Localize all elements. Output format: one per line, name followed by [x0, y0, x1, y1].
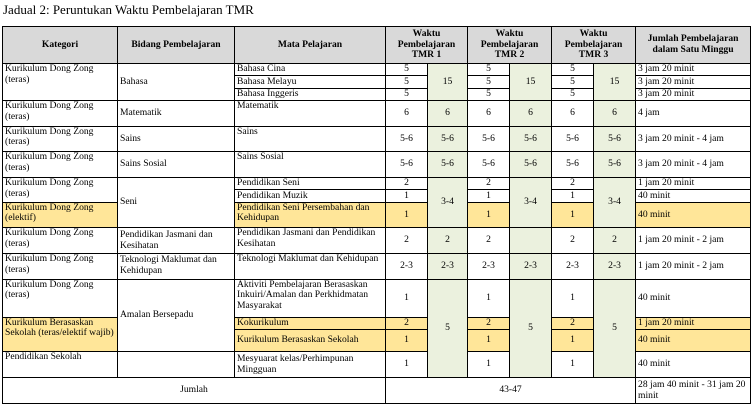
jumlah-cell: 1 jam 20 minit	[636, 317, 751, 329]
tmr3-value: 5-6	[552, 126, 594, 152]
mata-cell: Mesyuarat kelas/Perhimpunan Mingguan	[235, 352, 386, 378]
kategori-cell: Kurikulum Dong Zong (teras)	[3, 100, 118, 126]
tmr2-value: 6	[468, 100, 510, 126]
tmr3-value: 1	[552, 279, 594, 317]
table-row	[3, 202, 751, 228]
mata-cell: Kokurikulum	[235, 317, 386, 329]
kategori-cell: Kurikulum Dong Zong (teras)	[3, 279, 118, 317]
tmr2-value: 5-6	[468, 152, 510, 178]
tmr1-subtotal: 6	[428, 100, 468, 126]
kategori-cell: Pendidikan Sekolah	[3, 352, 118, 378]
time-allocation-table	[2, 26, 751, 404]
tmr3-subtotal: 5	[594, 279, 636, 378]
jumlah-cell: 40 minit	[636, 279, 751, 317]
table-row	[3, 253, 751, 279]
mata-cell: Kurikulum Berasaskan Sekolah	[235, 329, 386, 352]
tmr1-value: 6	[386, 100, 428, 126]
tmr2-subtotal: 2-3	[510, 253, 552, 279]
tmr3-subtotal: 3-4	[594, 177, 636, 227]
bidang-cell: Sains Sosial	[118, 152, 235, 178]
tmr3-subtotal: 6	[594, 100, 636, 126]
jumlah-cell: 1 jam 20 minit - 2 jam	[636, 253, 751, 279]
tmr2-value: 5	[468, 76, 510, 88]
mata-cell: Sains Sosial	[235, 152, 386, 178]
tmr2-subtotal: 15	[510, 63, 552, 100]
kategori-cell: Kurikulum Dong Zong (teras)	[3, 228, 118, 254]
jumlah-cell: 40 minit	[636, 202, 751, 228]
tmr1-subtotal: 5-6	[428, 126, 468, 152]
header-tmr2: Waktu Pembelajaran TMR 2	[468, 27, 552, 64]
header-bidang: Bidang Pembelajaran	[118, 27, 235, 64]
tmr1-value: 1	[386, 202, 428, 228]
bidang-cell: Amalan Bersepadu	[118, 279, 235, 352]
table-row	[3, 63, 751, 75]
tmr1-value: 5-6	[386, 152, 428, 178]
tmr2-value: 2	[468, 228, 510, 254]
tmr2-subtotal	[510, 228, 552, 254]
tmr2-subtotal: 5	[510, 279, 552, 378]
jumlah-cell: 1 jam 20 minit - 2 jam	[636, 228, 751, 254]
bidang-cell: Seni	[118, 177, 235, 227]
tmr2-value: 1	[468, 279, 510, 317]
tmr2-value: 5-6	[468, 126, 510, 152]
total-jumlah: 28 jam 40 minit - 31 jam 20 minit	[636, 378, 751, 404]
tmr1-subtotal: 15	[428, 63, 468, 100]
kategori-cell: Kurikulum Dong Zong (teras)	[3, 63, 118, 100]
jumlah-cell: 40 minit	[636, 352, 751, 378]
bidang-cell: Pendidikan Jasmani dan Kesihatan	[118, 228, 235, 254]
tmr1-value: 2	[386, 317, 428, 329]
tmr1-subtotal: 2	[428, 228, 468, 254]
mata-cell: Matematik	[235, 100, 386, 126]
tmr3-value: 5	[552, 88, 594, 100]
total-value: 43-47	[386, 378, 636, 404]
header-tmr1: Waktu Pembelajaran TMR 1	[386, 27, 468, 64]
jumlah-cell: 40 minit	[636, 329, 751, 352]
table-row	[3, 279, 751, 317]
total-label: Jumlah	[3, 378, 386, 404]
bidang-cell	[118, 352, 235, 378]
tmr3-value: 2-3	[552, 253, 594, 279]
tmr1-subtotal: 2-3	[428, 253, 468, 279]
header-kategori: Kategori	[3, 27, 118, 64]
tmr3-subtotal: 2-3	[594, 253, 636, 279]
tmr1-subtotal: 5-6	[428, 152, 468, 178]
tmr2-value: 2	[468, 317, 510, 329]
tmr1-value: 2	[386, 228, 428, 254]
header-row	[3, 27, 751, 64]
mata-cell: Sains	[235, 126, 386, 152]
tmr3-value: 1	[552, 202, 594, 228]
tmr3-subtotal: 15	[594, 63, 636, 100]
mata-cell: Bahasa Cina	[235, 63, 386, 75]
tmr2-value: 5	[468, 63, 510, 75]
tmr2-subtotal: 6	[510, 100, 552, 126]
header-tmr3: Waktu Pembelajaran TMR 3	[552, 27, 636, 64]
tmr1-value: 1	[386, 279, 428, 317]
tmr3-value: 5	[552, 63, 594, 75]
tmr3-value: 2	[552, 177, 594, 189]
kategori-cell: Kurikulum Dong Zong (teras)	[3, 152, 118, 178]
kategori-cell: Kurikulum Dong Zong (teras)	[3, 177, 118, 202]
jumlah-cell: 3 jam 20 minit	[636, 63, 751, 75]
tmr2-value: 2-3	[468, 253, 510, 279]
kategori-cell: Kurikulum Berasaskan Sekolah (teras/elektif wajib)	[3, 317, 118, 352]
tmr1-value: 5	[386, 76, 428, 88]
table-row	[3, 317, 751, 329]
header-mata-pelajaran: Mata Pelajaran	[235, 27, 386, 64]
mata-cell: Pendidikan Muzik	[235, 190, 386, 202]
bidang-cell: Bahasa	[118, 63, 235, 100]
mata-cell: Teknologi Maklumat dan Kehidupan	[235, 253, 386, 279]
tmr1-value: 5	[386, 63, 428, 75]
table-row	[3, 352, 751, 378]
tmr2-subtotal: 3-4	[510, 177, 552, 227]
table-row	[3, 152, 751, 178]
tmr3-value: 1	[552, 352, 594, 378]
tmr2-subtotal: 5-6	[510, 126, 552, 152]
tmr2-value: 1	[468, 190, 510, 202]
tmr2-value: 1	[468, 202, 510, 228]
tmr1-subtotal: 5	[428, 279, 468, 378]
bidang-cell: Teknologi Maklumat dan Kehidupan	[118, 253, 235, 279]
tmr2-subtotal: 5-6	[510, 152, 552, 178]
tmr1-value: 1	[386, 352, 428, 378]
header-jumlah: Jumlah Pembelajaran dalam Satu Minggu	[636, 27, 751, 64]
tmr3-value: 2	[552, 228, 594, 254]
jumlah-cell: 1 jam 20 minit	[636, 177, 751, 189]
table-row	[3, 100, 751, 126]
table-row	[3, 126, 751, 152]
table-row	[3, 177, 751, 189]
tmr3-value: 5-6	[552, 152, 594, 178]
total-row	[3, 378, 751, 404]
mata-cell: Bahasa Inggeris	[235, 88, 386, 100]
jumlah-cell: 3 jam 20 minit	[636, 76, 751, 88]
tmr3-value: 6	[552, 100, 594, 126]
table-row	[3, 228, 751, 254]
tmr3-value: 5	[552, 76, 594, 88]
tmr1-value: 1	[386, 329, 428, 352]
mata-cell: Pendidikan Seni Persembahan dan Kehidupan	[235, 202, 386, 228]
tmr2-value: 5	[468, 88, 510, 100]
tmr3-subtotal: 5-6	[594, 152, 636, 178]
jumlah-cell: 4 jam	[636, 100, 751, 126]
jumlah-cell: 3 jam 20 minit - 4 jam	[636, 152, 751, 178]
tmr1-subtotal: 3-4	[428, 177, 468, 227]
jumlah-cell: 3 jam 20 minit	[636, 88, 751, 100]
tmr3-value: 2	[552, 317, 594, 329]
kategori-cell: Kurikulum Dong Zong (teras)	[3, 126, 118, 152]
mata-cell: Aktiviti Pembelajaran Berasaskan Inkuiri/Amalan dan Perkhidmatan Masyarakat	[235, 279, 386, 317]
tmr1-value: 2	[386, 177, 428, 189]
tmr1-value: 2-3	[386, 253, 428, 279]
tmr1-value: 1	[386, 190, 428, 202]
mata-cell: Pendidikan Seni	[235, 177, 386, 189]
kategori-cell: Kurikulum Dong Zong (teras)	[3, 253, 118, 279]
table-caption: Jadual 2: Peruntukan Waktu Pembelajaran TMR	[3, 2, 254, 17]
jumlah-cell: 40 minit	[636, 190, 751, 202]
mata-cell: Pendidikan Jasmani dan Pendidikan Kesihatan	[235, 228, 386, 254]
tmr3-subtotal: 5-6	[594, 126, 636, 152]
tmr1-value: 5	[386, 88, 428, 100]
bidang-cell: Sains	[118, 126, 235, 152]
tmr3-subtotal: 2	[594, 228, 636, 254]
tmr1-value: 5-6	[386, 126, 428, 152]
jumlah-cell: 3 jam 20 minit - 4 jam	[636, 126, 751, 152]
tmr3-value: 1	[552, 190, 594, 202]
tmr3-value: 1	[552, 329, 594, 352]
tmr2-value: 1	[468, 352, 510, 378]
mata-cell: Bahasa Melayu	[235, 76, 386, 88]
bidang-cell: Matematik	[118, 100, 235, 126]
tmr2-value: 1	[468, 329, 510, 352]
kategori-cell: Kurikulum Dong Zong (elektif)	[3, 202, 118, 228]
tmr2-value: 2	[468, 177, 510, 189]
